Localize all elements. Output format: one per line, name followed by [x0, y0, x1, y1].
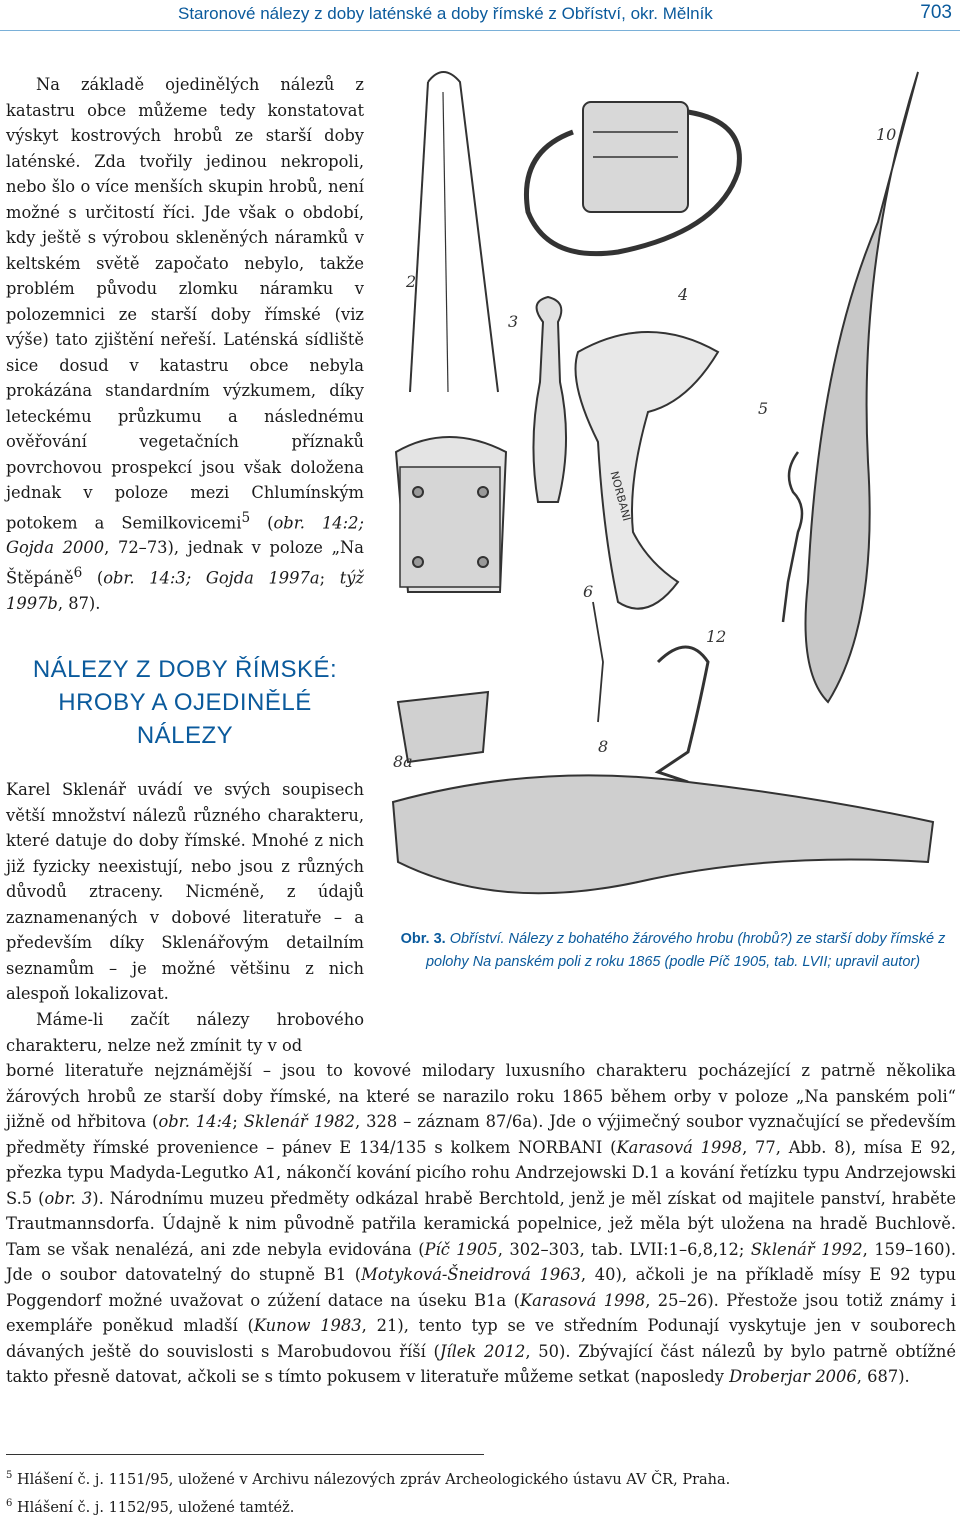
- running-header: [0, 0, 960, 31]
- figure-caption: Obr. 3. Obříství. Nálezy z bohatého žárového hrobu (hrobů?) ze starší doby římské z polohy Na panském poli z roku 1865 (podle Píč 1905, tab. LVII; upravil autor): [400, 931, 946, 970]
- running-title: Staronové nálezy z doby laténské a doby římské z Obříství, okr. Mělník: [178, 4, 713, 23]
- page-number: 703: [920, 2, 952, 23]
- small-chain: [783, 452, 802, 622]
- paragraph-2: Karel Sklenář uvádí ve svých soupisech větší množství nálezů různého charakteru, které datuje do doby římské. Mnohé z nich již fyzicky neexistují, nebo jsou z různých důvodů ztraceny. Nicméně, z údajů zaznamenaných v dobové literatuře – a především díky Sklenářovým detailním seznamům – je možné většinu z nich alespoň lokalizovat.: [6, 780, 364, 1003]
- fig-label-8: 8: [598, 737, 609, 756]
- bowl-rim: [393, 775, 933, 893]
- footnote-5: $^5$ Hlášení č. j. 1151/95, uložené v Archivu nálezových zpráv Archeologického ústavu AV ČR, Praha.: [6, 1470, 731, 1488]
- paragraph-3-start: Máme-li začít nálezy hrobového charakteru, nelze než zmínit ty v od: [6, 1010, 364, 1055]
- artifact-drawing-figure: [388, 62, 956, 922]
- footnote-ref-5[interactable]: 5: [241, 509, 251, 526]
- norbani-stamp: NORBANI: [607, 469, 634, 523]
- footnote-ref-6[interactable]: 6: [73, 564, 83, 581]
- section-heading: NÁLEZY Z DOBY ŘÍMSKÉ: HROBY A OJEDINĚLÉ NÁLEZY: [32, 656, 338, 749]
- fig-label-10: 10: [876, 125, 897, 144]
- paragraph-3: borné literatuře nejznámější – jsou to kovové milodary luxusního charakteru pocházející z patrně několika žárových hrobů ze starší doby římské, na které se narazilo roku 1865 během orby v poloze „Na panském poli“ jižně od hřbitova (obr. 14:4; Sklenář 1982, 328 – záznam 87/6a). Jde o výjimečný soubor vyznačující se především předměty římské provenience – pánev E 134/135 s kolkem NORBANI (Karasová 1998, 77, Abb. 8), mísa E 92, přezka typu Madyda-Legutko A1, nákončí kování picího rohu Andrzejowski D.1 a kování řetízku typu Andrzejowski S.5 (obr. 3). Národnímu muzeu předměty odkázal hrabě Berchtold, jenž je měl získat od majitele panství, hraběte Trautmannsdorfa. Údajně k nim původně patřila keramická popelnice, jež měla být uložena na hradě Buchlově. Tam se však nenalézá, ani zde nebyla evidována (Píč 1905, 302–303, tab. LVII:1–6,8,12; Sklenář 1992, 159–160). Jde o soubor datovatelný do stupně B1 (Motyková-Šneidrová 1963, 40), ačkoli je na příkladě mísy E 92 typu Poggendorf možné uvažovat o zúžení datace na úseku B1a (Karasová 1998, 25–26). Přestože jsou totiž známy i exempláře poněkud mladší (Kunow 1983, 21), tento typ se ve středním Podunají vyskytuje jen v souborech dávaných ještě do souvislosti s Marobudovou říší (Jílek 2012, 50). Zbývající část nálezů by bylo patrně obtížné takto přesně datovat, ačkoli se s tímto pokusem v literatuře můžeme setkat (naposledy Droberjar 2006, 687).: [6, 1061, 957, 1386]
- horn-fitting: [806, 72, 919, 702]
- paragraph-1: Na základě ojedinělých nálezů z katastru obce můžeme tedy konstatovat výskyt kostrových hrobů ze starší doby laténské. Zda tvořily jedinou nekropoli, nebo šlo o více menších skupin hrobů, není možné s určitostí říci. Jde však o období, kdy ještě s výrobou skleněných náramků v keltském světě započato nebylo, takže problém původu zlomku náramku v polozemnici ze starší doby římské (viz výše) tato zjištění neřeší. Laténská sídliště sice dosud v katastru obce nebyla prokázána standardním výzkumem, díky leteckému průzkumu a následnému ověřování vegetačních příznaků povrchovou prospekcí jsou však doložena jednak v poloze mezi Chlumínským potokem a Semilkovicemi$^5$ (obr. 14:2; Gojda 2000, 72–73), jednak v poloze „Na Štěpáně$^6$ (obr. 14:3; Gojda 1997a; týž 1997b, 87).: [6, 75, 365, 613]
- fig-label-2: 2: [406, 272, 417, 291]
- artifact-drawing: [388, 62, 956, 922]
- fig-label-3: 3: [508, 312, 519, 331]
- footnote-6: $^6$ Hlášení č. j. 1152/95, uložené tamtéž.: [6, 1498, 295, 1516]
- fig-label-8a: 8a: [393, 752, 413, 771]
- pin: [593, 602, 603, 722]
- chain-loop: [428, 72, 498, 392]
- fig-label-6: 6: [583, 582, 594, 601]
- fig-label-4: 4: [678, 285, 689, 304]
- footnote-divider: [6, 1454, 484, 1455]
- fig-label-12: 12: [706, 627, 727, 646]
- fig-label-5: 5: [758, 399, 769, 418]
- pan-handle: [576, 332, 719, 609]
- curved-fitting: [658, 647, 708, 782]
- horn-terminal: [533, 297, 566, 502]
